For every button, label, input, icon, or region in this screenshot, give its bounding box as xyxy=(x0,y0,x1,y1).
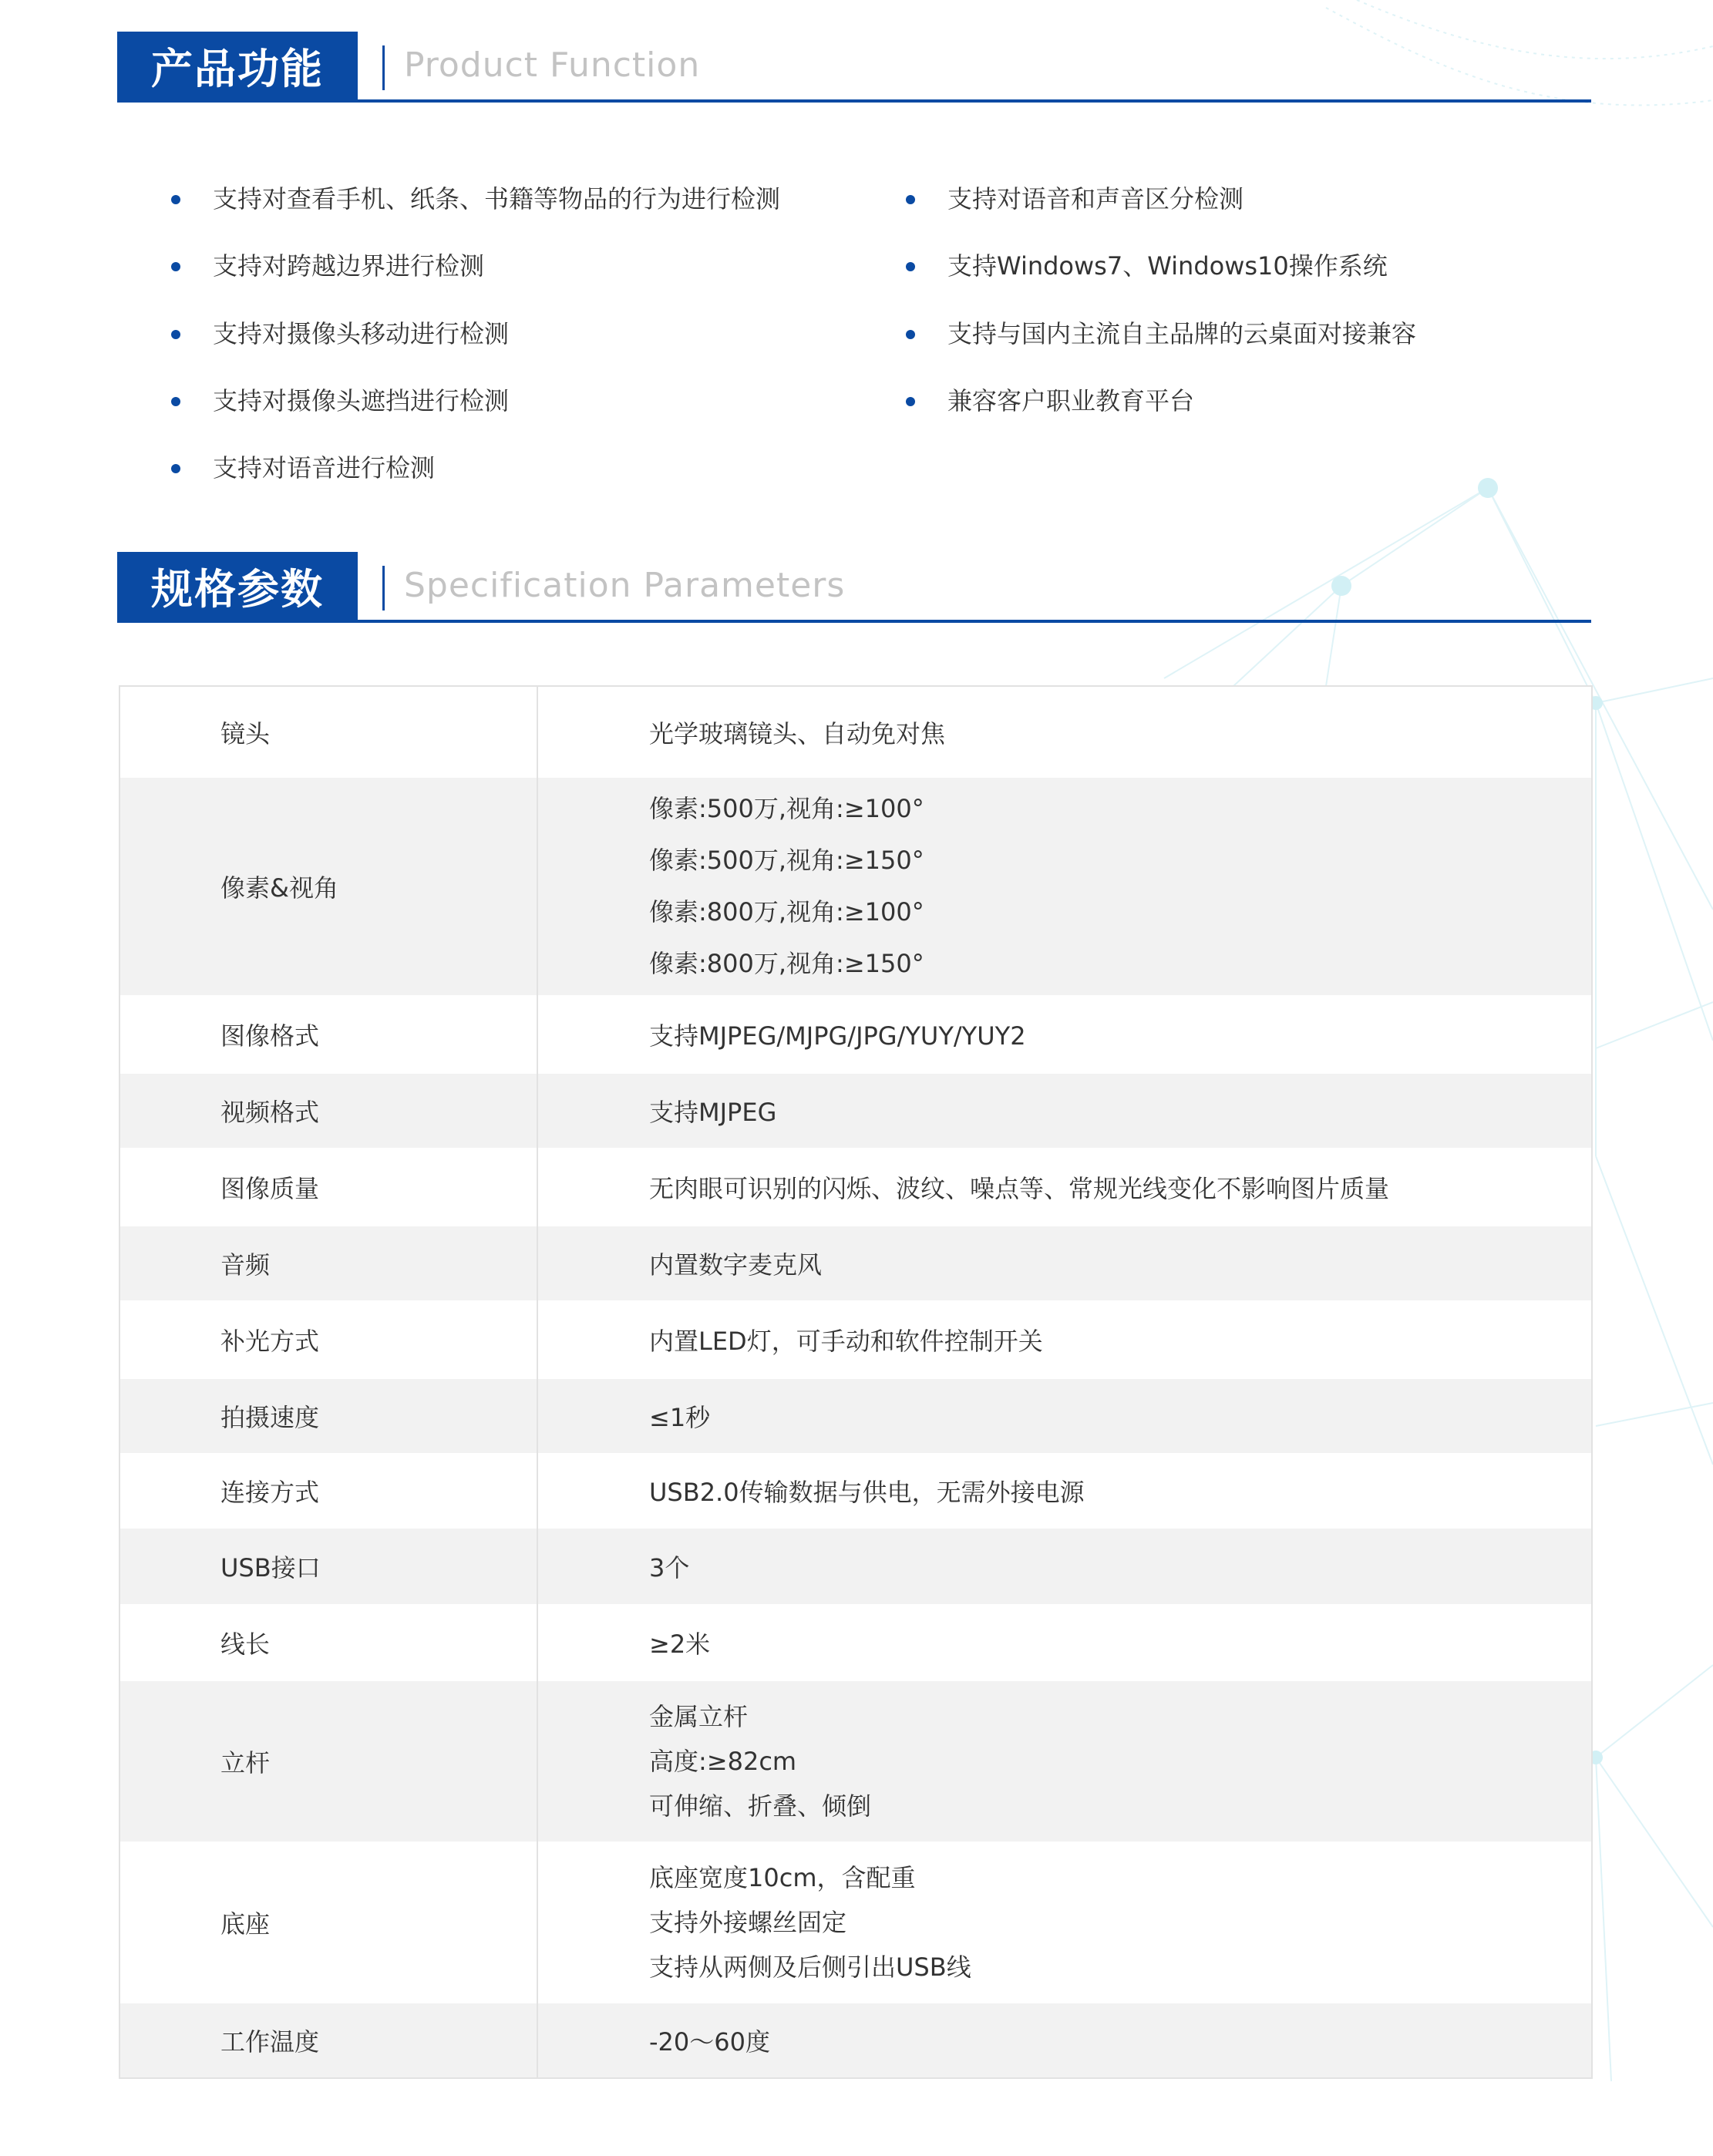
bullet-dot-icon xyxy=(906,397,915,406)
spec-value xyxy=(538,995,1591,1074)
spec-value-line: 光学玻璃镜头、自动免对焦 xyxy=(649,719,946,748)
bullet-dot-icon xyxy=(906,330,915,339)
spec-value-line: 支持MJPEG xyxy=(649,1098,777,1127)
feature-text: 支持与国内主流自主品牌的云桌面对接兼容 xyxy=(947,319,1417,348)
feature-text: 支持对查看手机、纸条、书籍等物品的行为进行检测 xyxy=(213,184,781,214)
spec-row-pixel-angle xyxy=(120,778,1591,995)
spec-value xyxy=(538,1074,1591,1148)
feature-text: 支持对摄像头遮挡进行检测 xyxy=(213,386,510,415)
spec-row-audio xyxy=(120,1226,1591,1300)
spec-value-line: 内置LED灯，可手动和软件控制开关 xyxy=(649,1327,1043,1356)
section-subtitle: Product Function xyxy=(404,45,701,85)
spec-value xyxy=(538,778,1591,995)
bullet-dot-icon xyxy=(171,397,180,406)
spec-row-cable-length xyxy=(120,1604,1591,1681)
spec-value-line: ≤1秒 xyxy=(649,1403,711,1432)
spec-value-line: 像素:800万,视角:≥150° xyxy=(649,949,924,978)
spec-key: 音频 xyxy=(120,1226,538,1300)
spec-value xyxy=(538,687,1591,778)
spec-value-line: 高度:≥82cm xyxy=(649,1747,797,1776)
spec-value xyxy=(538,2003,1591,2077)
spec-value-line: 支持MJPEG/MJPG/JPG/YUY/YUY2 xyxy=(649,1021,1026,1051)
spec-row-usb-port xyxy=(120,1529,1591,1604)
section-header-specification xyxy=(117,552,1591,623)
spec-value xyxy=(538,1148,1591,1226)
spec-row-connection xyxy=(120,1453,1591,1529)
spec-value xyxy=(538,1604,1591,1681)
spec-value-line: 金属立杆 xyxy=(649,1702,749,1731)
spec-key: 图像质量 xyxy=(120,1148,538,1226)
spec-key: 线长 xyxy=(120,1604,538,1681)
spec-row-image-format xyxy=(120,995,1591,1074)
spec-value-line: ≥2米 xyxy=(649,1630,711,1659)
bullet-dot-icon xyxy=(171,330,180,339)
spec-value-line: 可伸缩、折叠、倾倒 xyxy=(649,1791,872,1821)
bullet-dot-icon xyxy=(171,262,180,271)
header-divider xyxy=(382,45,385,90)
spec-value xyxy=(538,1379,1591,1453)
spec-key: 连接方式 xyxy=(120,1453,538,1529)
spec-key: 镜头 xyxy=(120,687,538,778)
spec-table xyxy=(119,685,1593,2079)
section-header-product-function xyxy=(117,32,1591,103)
spec-value-line: 支持外接螺丝固定 xyxy=(649,1908,847,1937)
feature-text: 支持对摄像头移动进行检测 xyxy=(213,319,510,348)
spec-value xyxy=(538,1226,1591,1300)
feature-text: 支持Windows7、Windows10操作系统 xyxy=(947,251,1388,281)
spec-value-line: 内置数字麦克风 xyxy=(649,1250,823,1280)
spec-row-image-quality xyxy=(120,1148,1591,1226)
spec-key: 拍摄速度 xyxy=(120,1379,538,1453)
spec-value xyxy=(538,1529,1591,1604)
feature-text: 支持对跨越边界进行检测 xyxy=(213,251,485,281)
spec-value xyxy=(538,1453,1591,1529)
spec-value-line: 3个 xyxy=(649,1553,690,1583)
section-title: 产品功能 xyxy=(117,32,358,99)
spec-value-line: -20～60度 xyxy=(649,2027,770,2057)
bullet-dot-icon xyxy=(171,195,180,204)
spec-value-line: 像素:500万,视角:≥100° xyxy=(649,794,924,823)
spec-key: 视频格式 xyxy=(120,1074,538,1148)
spec-value-line: 支持从两侧及后侧引出USB线 xyxy=(649,1953,971,1982)
header-underline xyxy=(117,99,1591,103)
spec-value-line: USB2.0传输数据与供电，无需外接电源 xyxy=(649,1478,1085,1507)
spec-key: 补光方式 xyxy=(120,1300,538,1379)
spec-value xyxy=(538,1842,1591,2003)
spec-row-video-format xyxy=(120,1074,1591,1148)
spec-value xyxy=(538,1300,1591,1379)
spec-row-pole xyxy=(120,1681,1591,1842)
spec-row-lens xyxy=(120,687,1591,778)
spec-value xyxy=(538,1681,1591,1842)
spec-key: 图像格式 xyxy=(120,995,538,1074)
header-divider xyxy=(382,566,385,610)
spec-value-line: 底座宽度10cm，含配重 xyxy=(649,1863,916,1892)
spec-value-line: 像素:800万,视角:≥100° xyxy=(649,897,924,927)
spec-row-fill-light xyxy=(120,1300,1591,1379)
spec-value-line: 无肉眼可识别的闪烁、波纹、噪点等、常规光线变化不影响图片质量 xyxy=(649,1174,1390,1203)
spec-key: 底座 xyxy=(120,1842,538,2003)
spec-row-operating-temperature xyxy=(120,2003,1591,2077)
spec-row-base xyxy=(120,1842,1591,2003)
spec-key: USB接口 xyxy=(120,1529,538,1604)
spec-value-line: 像素:500万,视角:≥150° xyxy=(649,846,924,875)
feature-text: 支持对语音和声音区分检测 xyxy=(947,184,1244,214)
spec-key: 立杆 xyxy=(120,1681,538,1842)
feature-text: 支持对语音进行检测 xyxy=(213,453,436,483)
section-title: 规格参数 xyxy=(117,552,358,620)
spec-key: 工作温度 xyxy=(120,2003,538,2077)
header-underline xyxy=(117,620,1591,623)
spec-key: 像素&视角 xyxy=(120,778,538,995)
bullet-dot-icon xyxy=(906,195,915,204)
bullet-dot-icon xyxy=(906,262,915,271)
bullet-dot-icon xyxy=(171,464,180,473)
feature-text: 兼容客户职业教育平台 xyxy=(947,386,1195,415)
section-subtitle: Specification Parameters xyxy=(404,566,846,605)
spec-row-capture-speed xyxy=(120,1379,1591,1453)
